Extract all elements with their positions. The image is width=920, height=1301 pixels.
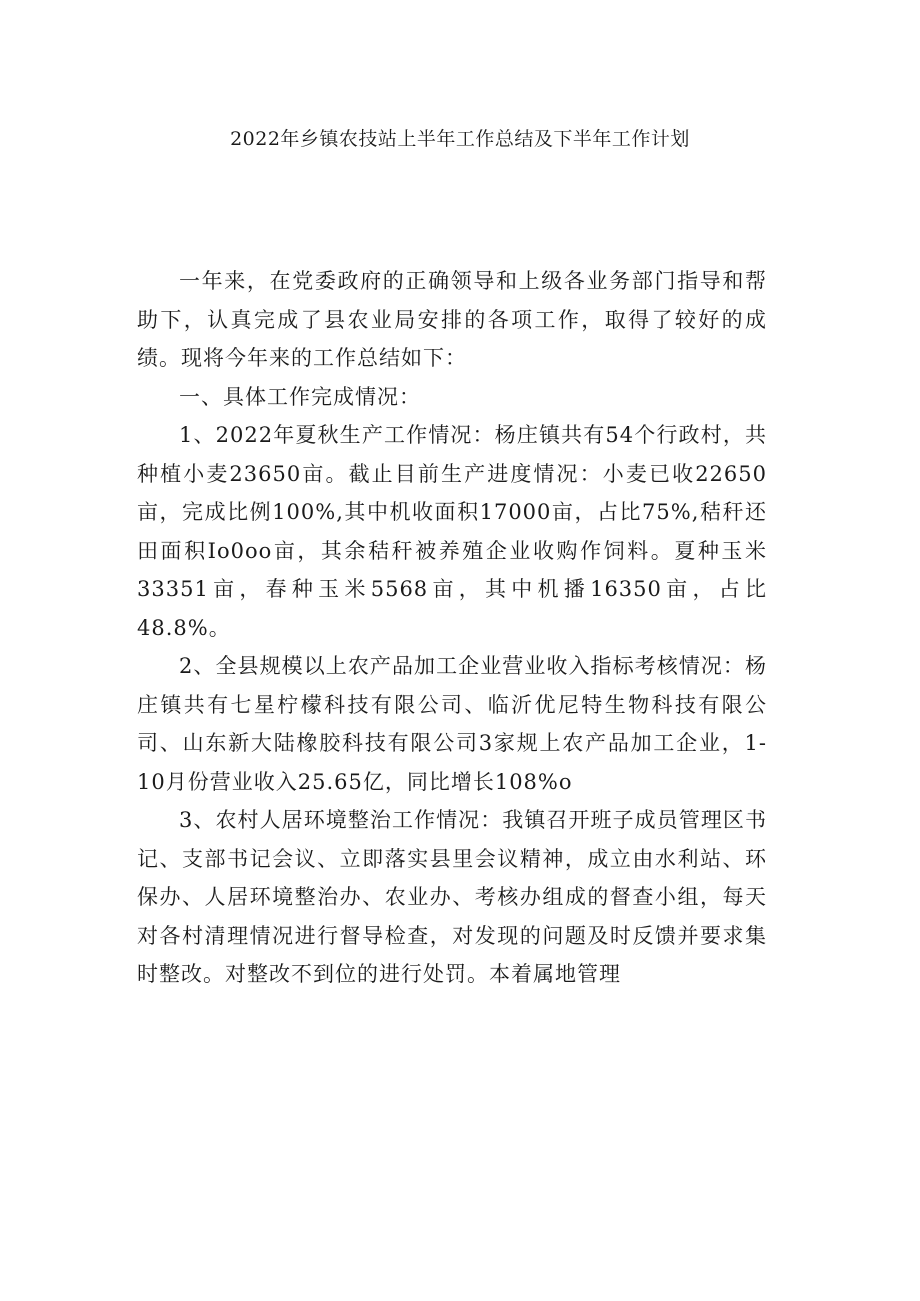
paragraph-intro: 一年来，在党委政府的正确领导和上级各业务部门指导和帮助下，认真完成了县农业局安排的各项工作，取得了较好的成绩。现将今年来的工作总结如下： (137, 269, 767, 370)
paragraph-item-1: 1、2022年夏秋生产工作情况：杨庄镇共有54个行政村，共种植小麦23650亩。截止目前生产进度情况：小麦已收22650亩，完成比例100%,其中机收面积17000亩，占比75%,秸秆还田面积Io0oo亩，其余秸秆被养殖企业收购作饲料。夏种玉米33351亩，春种玉米5568亩，其中机播16350亩，占比48.8%。 (137, 423, 767, 640)
paragraph-item-2: 2、全县规模以上农产品加工企业营业收入指标考核情况：杨庄镇共有七星柠檬科技有限公司、临沂优尼特生物科技有限公司、山东新大陆橡胶科技有限公司3家规上农产品加工企业，1-10月份营业收入25.65亿，同比增长108%o (137, 654, 767, 794)
section-heading-1: 一、具体工作完成情况： (179, 384, 421, 409)
paragraph-item-3: 3、农村人居环境整治工作情况：我镇召开班子成员管理区书记、支部书记会议、立即落实县里会议精神，成立由水利站、环保办、人居环境整治办、农业办、考核办组成的督查小组，每天对各村清理情况进行督导检查，对发现的问题及时反馈并要求集时整改。对整改不到位的进行处罚。本着属地管理 (137, 808, 767, 986)
document-body (137, 262, 767, 994)
document-title: 2022年乡镇农技站上半年工作总结及下半年工作计划 (230, 128, 690, 150)
